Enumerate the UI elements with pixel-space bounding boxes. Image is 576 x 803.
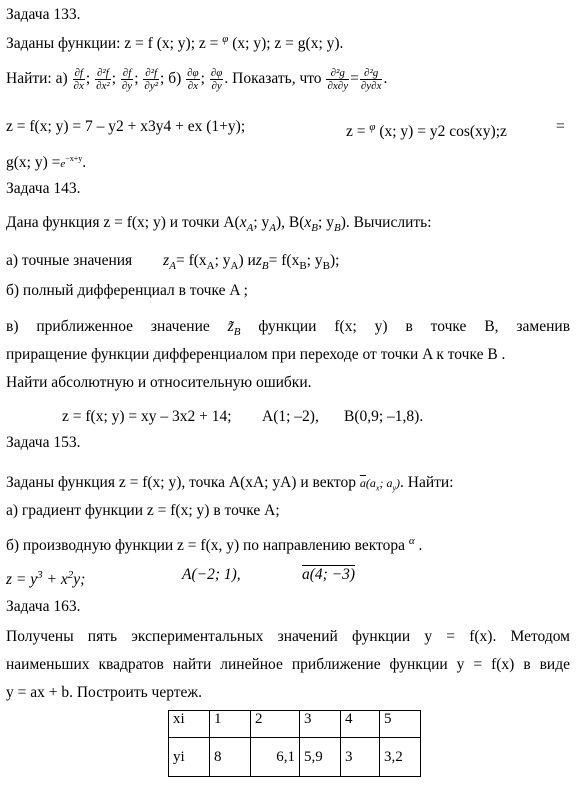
deriv-df-dx: $\frac{\partial f}{\partial x}$ [73, 66, 84, 92]
task-133-find-line: Найти: а) $\frac{\partial f}{\partial x}$ ; $\frac{\text{∂²f}}{\text{∂x²}}$ ; $\frac{\partial f}{\partial y}$ ; $\frac{\text{∂²f}}{\text{∂y²}}$ ; б) $\frac{\partial\varphi}{\partial x}$ ; $\frac{\partial\varphi}{\partial y}$ . Показать, что $\frac{\text{∂²g}}{\partial x\partial y}$ = $\frac{\text{∂²g}}{\partial y\partial x}$ . [6, 66, 388, 92]
table-cell: 1 [210, 711, 251, 738]
deriv-df-dy: $\frac{\partial f}{\partial y}$ [121, 66, 133, 92]
table-header-xi: xi [169, 711, 210, 738]
table-cell: 3 [341, 738, 380, 777]
table-cell: 3,2 [380, 738, 421, 777]
task-153-line1: Заданы функция z = f(x; y), точка A(xA; yA) и вектор $\overline{a}(a_x$; $a_y$). Найти: [6, 474, 454, 493]
task-163-line2: наименьших квадратов найти линейное приближение функции y = f(x) в виде [6, 656, 570, 673]
table-row-x [169, 711, 421, 738]
task-153-vector: a(4; −3) [302, 566, 356, 583]
task-133-func-phi: z = $^\varphi$ (x; y) = y2 cos(xy);z [346, 121, 507, 141]
deriv-d2f-dx2: $\frac{\text{∂²f}}{\text{∂x²}}$ [96, 66, 110, 92]
table-header-yi: yi [169, 738, 210, 777]
table-row-y [169, 738, 421, 777]
task-133-given-text: Заданы функции: z = f (x; y); z = [6, 35, 223, 53]
task-133-given [6, 30, 343, 53]
table-cell: 6,1 [251, 738, 300, 777]
task-133-title: Задача 133. [6, 6, 81, 23]
data-table [168, 710, 421, 777]
task-143-line3: б) полный дифференциал в точке A ; [6, 282, 248, 299]
table-cell: 4 [341, 711, 380, 738]
task-153-line3: б) производную функции z = f(x, y) по направлению вектора $^\alpha$ . [6, 535, 423, 555]
task-143-func: z = f(x; y) = xy – 3x2 + 14; [62, 408, 232, 425]
deriv-dphi-dx: $\frac{\partial\varphi}{\partial x}$ [187, 66, 199, 92]
deriv-d2f-dy2: $\frac{\text{∂²f}}{\text{∂y²}}$ [144, 66, 159, 92]
task-133-func-eq: = [556, 118, 565, 135]
phi-symbol: φ [222, 33, 229, 45]
task-163-line1: Получены пять экспериментальных значений функции y = f(x). Методом [6, 628, 570, 645]
table-cell: 5 [380, 711, 421, 738]
task-133-given-rest: (x; y); z = g(x; y). [228, 35, 344, 53]
deriv-dphi-dy: $\frac{\partial\varphi}{\partial y}$ [210, 66, 223, 92]
mixed-deriv-yx: $\frac{\text{∂²g}}{\partial y\partial x}$ [360, 66, 382, 92]
task-143-point-a: A(1; –2), [262, 408, 319, 425]
task-143-line5: приращение функции дифференциалом при переходе от точки A к точке B . [6, 346, 506, 363]
task-133-find-a: Найти: а) [6, 70, 68, 87]
task-153-line2: а) градиент функции z = f(x; y) в точке A; [6, 502, 280, 519]
task-143-title: Задача 143. [6, 180, 81, 197]
mixed-deriv-xy: $\frac{\text{∂²g}}{\partial x\partial y}$ [327, 66, 349, 92]
task-143-line2: а) точные значения $z_A= f(x_A$; $y_A$) $иz_B= f(x_B$; $y_B$); [6, 252, 340, 273]
table-cell: 2 [251, 711, 300, 738]
task-143-line6: Найти абсолютную и относительную ошибки. [6, 374, 312, 391]
table-cell: 5,9 [300, 738, 341, 777]
task-133-show: . Показать, что [224, 70, 322, 87]
task-143-line4: в) приближенное значение $z̃_B$ функции f(x; y) в точке B, заменив [6, 318, 571, 339]
task-143-line1: Дана функция z = f(x; y) и точки $A(x_A$; $y_A$), $B(x_B$; $y_B$). Вычислить: [6, 214, 432, 235]
task-153-title: Задача 153. [6, 434, 81, 451]
task-163-line3: y = ax + b. Построить чертеж. [6, 684, 203, 701]
table-cell: 8 [210, 738, 251, 777]
task-153-point: A(−2; 1), [182, 566, 241, 583]
task-133-func-g: g(x; $y) =e^{-x+y}$. [6, 154, 87, 172]
task-143-point-b: B(0,9; –1,8). [344, 408, 424, 425]
table-cell: 3 [300, 711, 341, 738]
task-163-title: Задача 163. [6, 598, 81, 615]
task-153-func: $z = y^3 + x^2y$; [6, 569, 86, 589]
task-133-func-f: z = f(x; y) = 7 – y2 + x3y4 + ex (1+y); [6, 118, 246, 135]
task-133-b-label: ; б) [160, 70, 182, 87]
